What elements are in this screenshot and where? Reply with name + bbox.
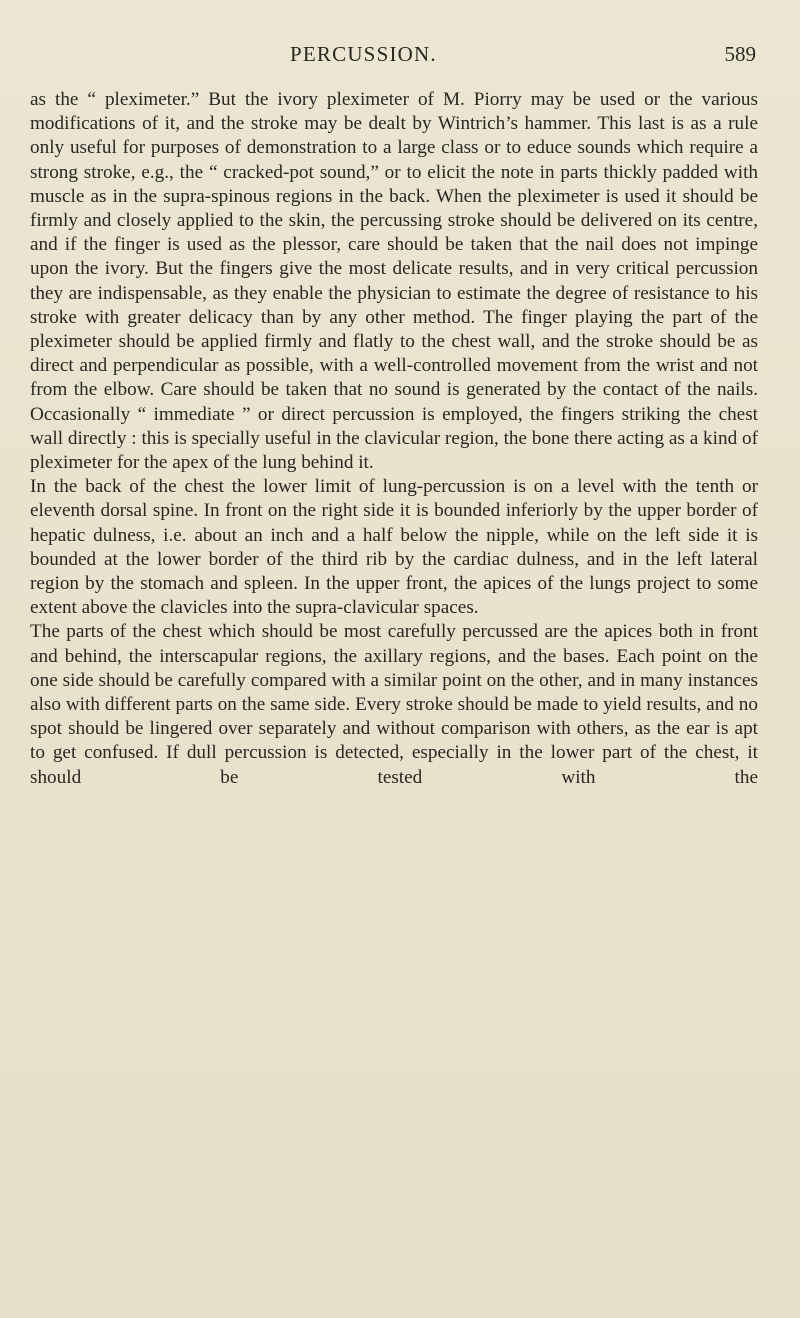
running-head xyxy=(0,42,800,72)
page-number: 589 xyxy=(724,42,756,66)
paragraph-lung-limits: In the back of the chest the lower limit of lung-percussion is on a level with the tenth or eleventh dorsal spine. In front on the right side it is bounded inferiorly by the upper border of hepatic dulness, i.e. about an inch and a half below the nipple, while on the left side it is bounded at the lower border of the third rib by the cardiac dulness, and in the left lateral region by the stomach and spleen. In the upper front, the apices of the lungs project to some extent above the clavicles into the supra-clavicular spaces. xyxy=(30,476,758,619)
body-text xyxy=(30,88,758,790)
paragraph-pleximeter-technique: as the “ pleximeter.” But the ivory pleximeter of M. Piorry may be used or the various modifications of it, and the stroke may be dealt by Wintrich’s hammer. This last is as a rule only useful for purposes of demonstration to a large class or to educe sounds which require a strong stroke, e.g., the “ cracked-pot sound,” or to elicit the note in parts thickly padded with muscle as in the supra-spinous regions in the back. When the pleximeter is used it should be firmly and closely applied to the skin, the percussing stroke should be delivered on its centre, and if the finger is used as the plessor, care should be taken that the nail does not impinge upon the ivory. But the fingers give the most delicate results, and in very critical percussion they are indispensable, as they enable the physician to estimate the degree of resistance to his stroke with greater delicacy than by any other method. The finger playing the part of the pleximeter should be applied firmly and flatly to the chest wall, and the stroke should be as direct and perpendicular as possible, with a well-controlled movement from the wrist and not from the elbow. Care should be taken that no sound is generated by the contact of the nails. Occasionally “ immediate ” or direct percussion is employed, the fingers striking the chest wall directly : this is specially useful in the clavicular region, the bone there acting as a kind of pleximeter for the apex of the lung behind it. xyxy=(30,89,758,474)
running-title: PERCUSSION. xyxy=(290,42,437,66)
paragraph-percussion-regions: The parts of the chest which should be most carefully percussed are the apices both in front and behind, the interscapular regions, the axillary regions, and the bases. Each point on the one side should be carefully compared with a similar point on the other, and in many instances also with different parts on the same side. Every stroke should be made to yield results, and no spot should be lingered over separately and without comparison with others, as the ear is apt to get confused. If dull percussion is detected, especially in the lower part of the chest, it should be tested with the xyxy=(30,621,758,788)
